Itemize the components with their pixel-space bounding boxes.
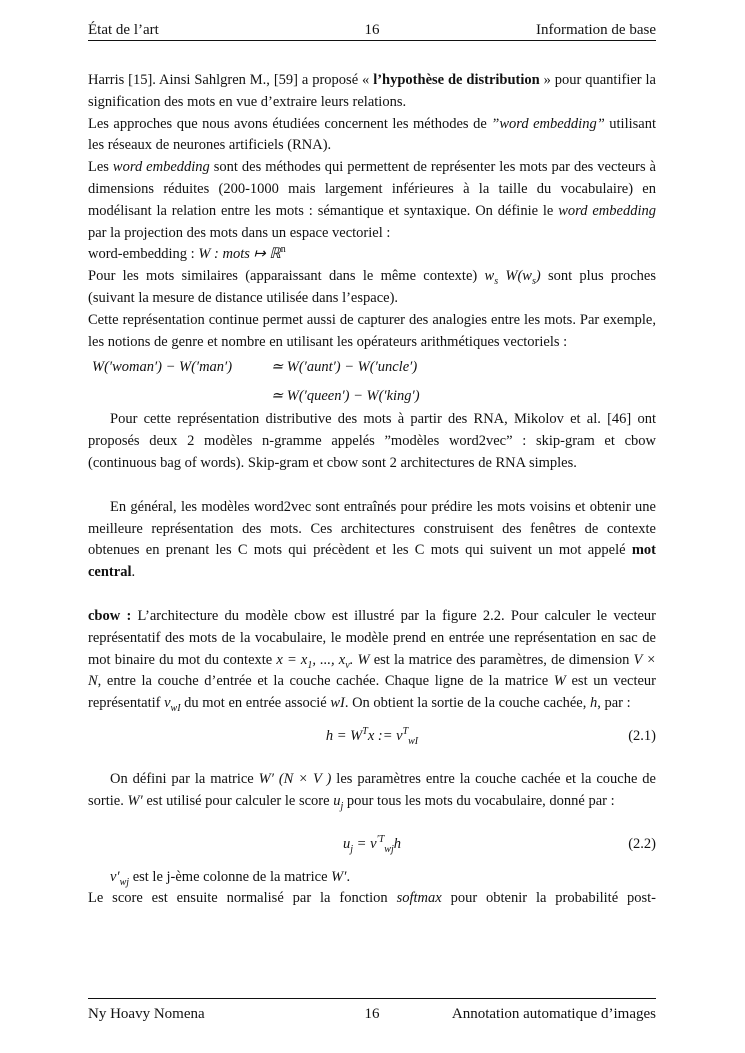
paragraph: En général, les modèles word2vec sont entraînés pour prédire les mots voisins et obtenir une meilleure représentation des mots. Ces architectures construisent des fenêtres de contexte obtenues en prenant les C mots qui précèdent et les C mots qui suivent un mot appelé mot central. xyxy=(88,498,656,581)
running-header xyxy=(88,18,656,40)
footer-author: Ny Hoavy Nomena xyxy=(88,1006,205,1022)
equation-2-2: $u_j = v^{'T}_{wj}h$ (2.2) xyxy=(343,833,656,855)
paragraph: Les approches que nous avons étudiées concernent les méthodes de ”word embedding” utilisant les réseaux de neurones artificiels (RNA). xyxy=(88,115,656,154)
paragraph: $v'_{wj}$ est le j-ème colonne de la matrice W′. xyxy=(110,868,351,888)
definition-line: word-embedding : W : mots ↦ ℝ$^n$ xyxy=(88,244,286,263)
equation-number: (2.1) xyxy=(628,727,656,744)
equation-2-1: $h = W^Tx$ := $v^T_{wI}$ (2.1) xyxy=(325,726,656,747)
paragraph: Le score est ensuite normalisé par la fonction softmax pour obtenir la probabilité post- xyxy=(88,890,657,907)
paragraph: cbow : L’architecture du modèle cbow est illustré par la figure 2.2. Pour calculer le vecteur représentatif des mots de la vocabulaire, le modèle prend en entrée une représentation en sac de mot binaire du mot du contexte $x = x_1$, ..., $x_v$. W est la matrice des paramètres, de dimension V × N, entre la couche d’entrée et la couche cachée. Chaque ligne de la matrice W est un vecteur représentatif $v_{wI}$ du mot en entrée associé wI. On obtient la sortie de la couche cachée, h, par : xyxy=(88,607,656,715)
analogy-equation xyxy=(88,353,656,409)
page-body xyxy=(88,70,656,910)
paragraph: Pour cette représentation distributive des mots à partir des RNA, Mikolov et al. [46] ont proposés deux 2 modèles n-gramme appelés ”modèles word2vec” : skip-gram et cbow (continuous bag of words). Skip-gram et cbow sont 2 architectures de RNA simples. xyxy=(88,411,656,471)
header-section: Information de base xyxy=(536,22,656,38)
equation-number: (2.2) xyxy=(628,835,656,852)
paragraph: Les word embedding sont des méthodes qui permettent de représenter les mots par des vecteurs à dimensions réduites (200-1000 mais largement inférieures à la taille du vocabulaire) en modélisant la relation entre les mots : sémantique et syntaxique. On définie le word embedding par la projection des mots dans un espace vectoriel : xyxy=(88,159,656,241)
header-chapter: État de l’art xyxy=(88,22,159,38)
analogy-lhs: W(′woman′) − W(′man′) xyxy=(92,359,233,376)
running-footer xyxy=(88,1004,656,1026)
paragraph: On défini par la matrice W′ (N × V ) les paramètres entre la couche cachée et la couche de sortie. W′ est utilisé pour calculer le score $u_j$ pour tous les mots du vocabulaire, donné par : xyxy=(88,770,656,812)
paragraph: Pour les mots similaires (apparaissant dans le même contexte) $w_s$ $W(w_s)$ sont plus proches (suivant la mesure de distance utilisée dans l’espace). xyxy=(88,268,656,306)
footer-title: Annotation automatique d’images xyxy=(451,1006,656,1022)
footer-page-number: 16 xyxy=(364,1006,380,1022)
footer-rule xyxy=(88,998,656,999)
header-rule xyxy=(88,40,656,41)
paragraph: Harris [15]. Ainsi Sahlgren M., [59] a proposé « l’hypothèse de distribution » pour quantifier la signification des mots en vue d’extraire leurs relations. xyxy=(88,72,656,110)
paragraph: Cette représentation continue permet aussi de capturer des analogies entre les mots. Par exemple, les notions de genre et nombre en utilisant les opérateurs arithmétiques vectoriels : xyxy=(88,311,656,350)
analogy-rhs-2: ≃ W(′queen′) − W(′king′) xyxy=(271,388,420,405)
header-page-number: 16 xyxy=(364,22,380,38)
analogy-rhs-1: ≃ W(′aunt′) − W(′uncle′) xyxy=(271,359,418,376)
